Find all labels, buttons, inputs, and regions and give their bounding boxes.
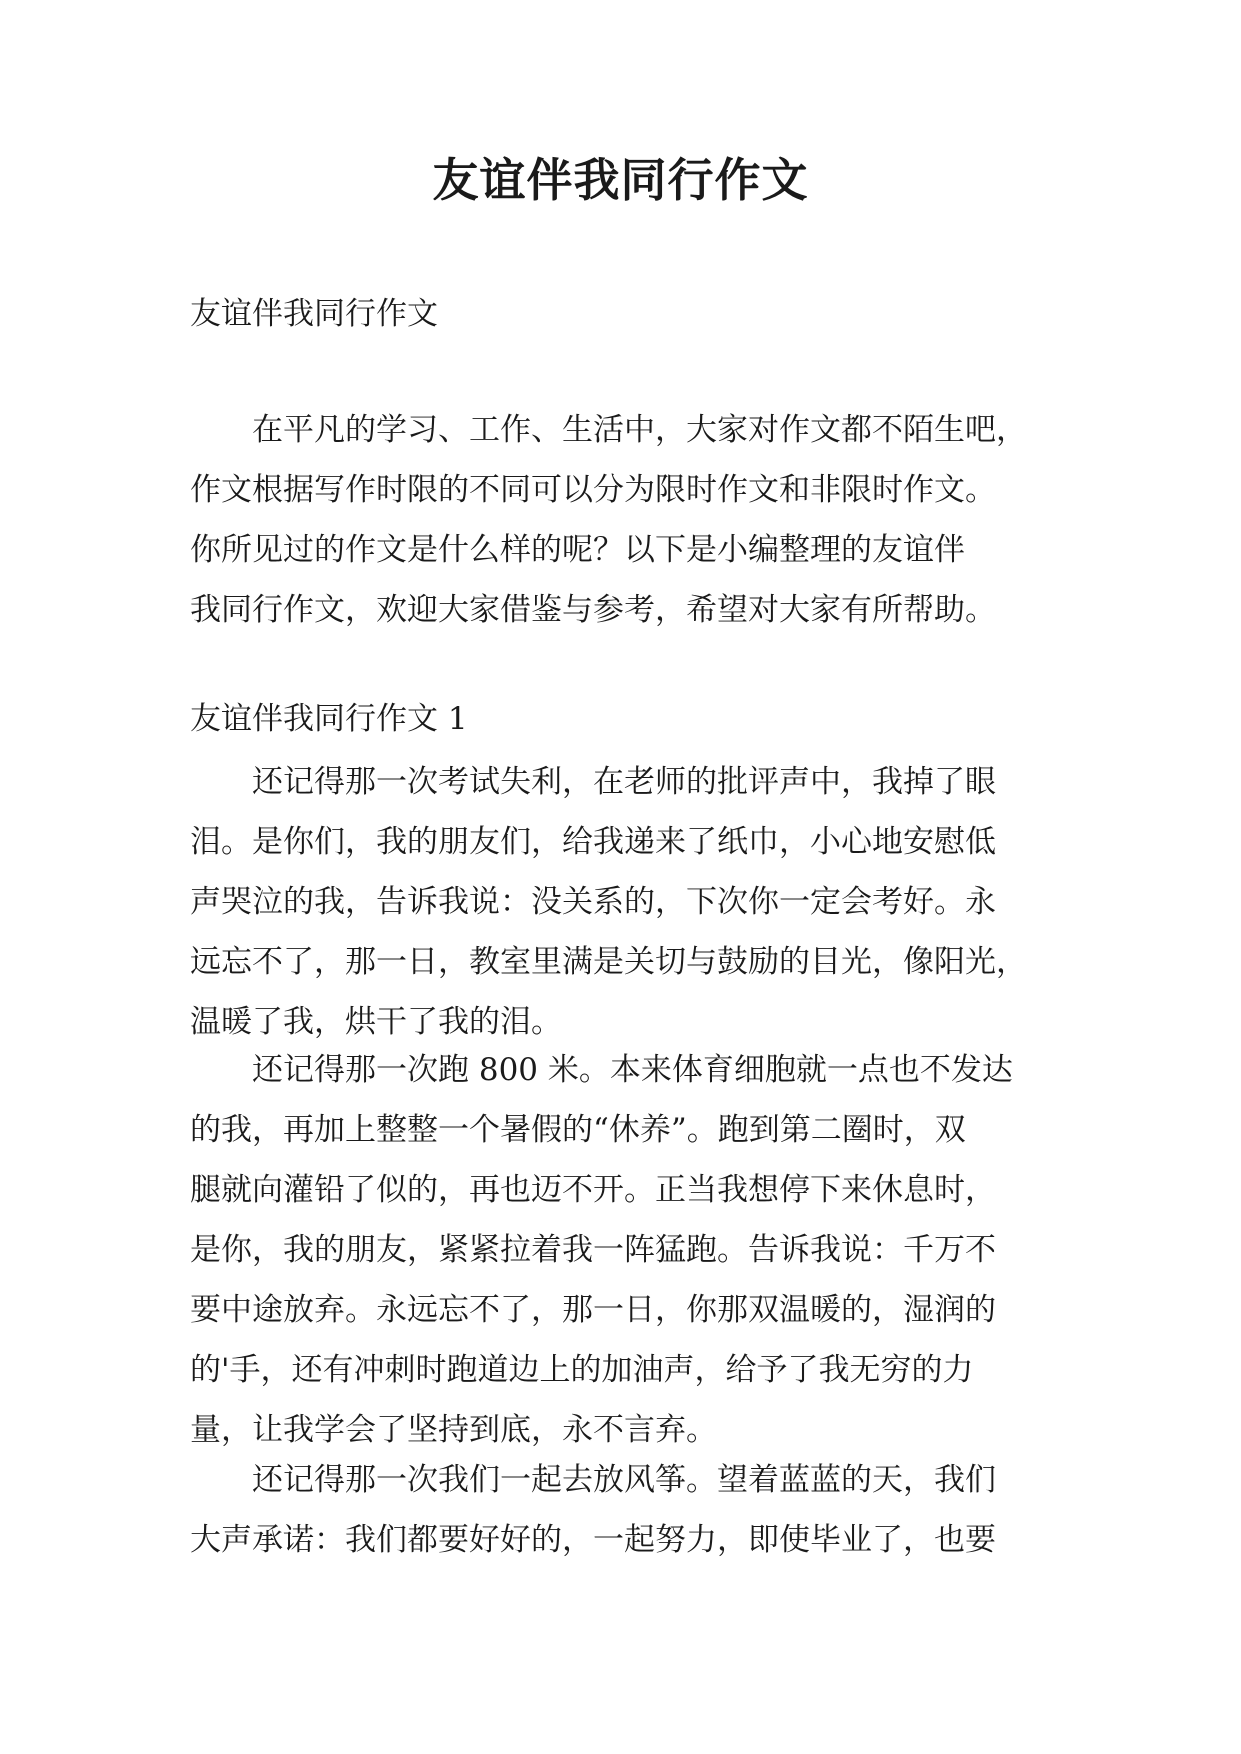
- section-heading: 友谊伴我同行作文 1: [190, 701, 468, 737]
- body-paragraph: 还记得那一次跑 800 米。本来体育细胞就一点也不发达 的我，再加上整整一个暑假的“休养”。跑到第二圈时，双 腿就向灌铅了似的，再也迈不开。正当我想停下来休息时， 是你，我的朋友，紧紧拉着我一阵猛跑。告诉我说：千万不 要中途放弃。永远忘不了，那一日，你那双温暖的，湿润的 的'手，还有冲刺时跑道边上的加油声，给予了我无穷的力 量，让我学会了坚持到底，永不言弃。: [190, 1052, 1013, 1448]
- body-paragraph: 还记得那一次考试失利，在老师的批评声中，我掉了眼 泪。是你们，我的朋友们，给我递来了纸巾，小心地安慰低 声哭泣的我，告诉我说：没关系的，下次你一定会考好。永 远忘不了，那一日，教室里满是关切与鼓励的目光，像阳光， 温暖了我，烘干了我的泪。: [190, 764, 1027, 1040]
- body-paragraph: 还记得那一次我们一起去放风筝。望着蓝蓝的天，我们 大声承诺：我们都要好好的，一起努力，即使毕业了，也要: [190, 1462, 996, 1558]
- document-subtitle: 友谊伴我同行作文: [190, 296, 438, 332]
- intro-paragraph: 在平凡的学习、工作、生活中，大家对作文都不陌生吧， 作文根据写作时限的不同可以分为限时作文和非限时作文。 你所见过的作文是什么样的呢？以下是小编整理的友谊伴 我同行作文，欢迎大家借鉴与参考，希望对大家有所帮助。: [190, 412, 1027, 628]
- document-title: 友谊伴我同行作文: [432, 153, 809, 207]
